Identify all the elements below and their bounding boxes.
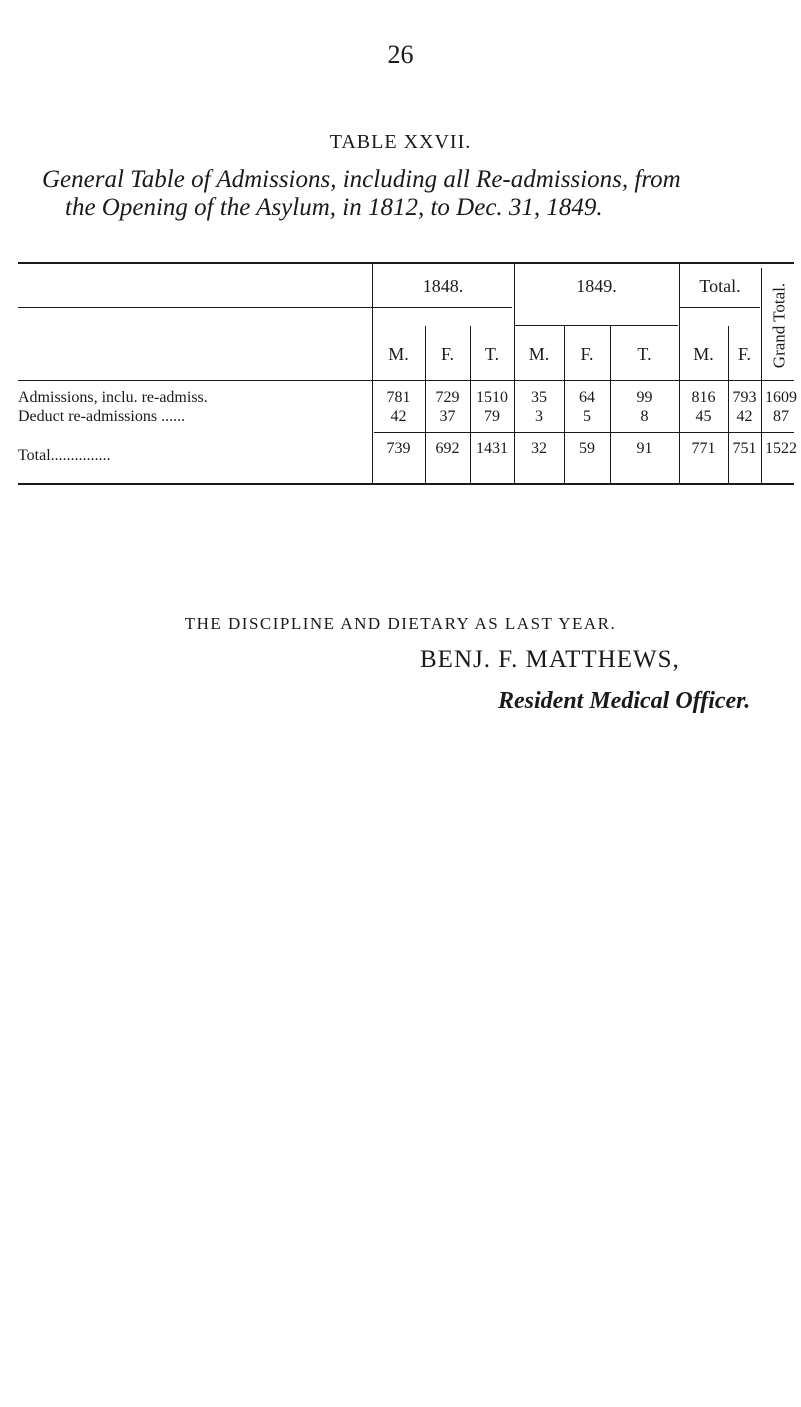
year-header-total: Total.	[699, 276, 741, 296]
table-cell: 91	[636, 440, 653, 457]
year-underline-total	[680, 307, 760, 308]
table-cell: 37	[439, 408, 456, 425]
table-cell: 1522	[765, 440, 797, 457]
total-row-rule	[374, 432, 794, 433]
subheader-1849-f: F.	[580, 344, 594, 364]
signature-title: Resident Medical Officer.	[498, 688, 751, 714]
table-cell: 3	[535, 408, 543, 425]
header-bottom-rule	[18, 380, 794, 381]
year-header-1848: 1848.	[422, 276, 464, 296]
subheader-1849-m: M.	[528, 344, 550, 364]
row-label-deduct: Deduct re-admissions ......	[18, 408, 186, 425]
subheader-1848-f: F.	[440, 344, 455, 364]
table-cell: 771	[691, 440, 716, 457]
grand-total-header	[764, 275, 794, 375]
table-cell: 692	[435, 440, 460, 457]
table-cell: 79	[484, 408, 500, 425]
table-top-rule	[18, 262, 794, 264]
table-cell: 1609	[765, 389, 797, 406]
table-cell: 64	[579, 389, 595, 406]
table-bottom-rule	[18, 483, 794, 485]
table-cell: 751	[732, 440, 757, 457]
table-cell: 35	[531, 389, 547, 406]
signature-name: BENJ. F. MATTHEWS,	[420, 646, 680, 673]
year-underline-1849	[514, 325, 678, 326]
table-title: TABLE XXVII.	[329, 131, 472, 153]
table-cell: 781	[386, 389, 411, 406]
row-label-total: Total...............	[18, 447, 111, 464]
label-header-rule	[18, 307, 372, 308]
table-cell: 45	[695, 408, 712, 425]
grand-total-label: Grand Total.	[769, 282, 789, 369]
table-cell: 87	[773, 408, 789, 425]
subheader-total-m: M.	[693, 344, 714, 364]
table-cell: 729	[435, 389, 460, 406]
subheader-1848-m: M.	[388, 344, 409, 364]
year-underline-1848	[372, 307, 512, 308]
table-cell: 739	[386, 440, 411, 457]
table-cell: 42	[736, 408, 753, 425]
subheader-total-f: F.	[737, 344, 752, 364]
subheader-1849-t: T.	[637, 344, 652, 364]
table-cell: 1431	[476, 440, 508, 457]
table-caption	[42, 166, 782, 222]
table-cell: 1510	[476, 389, 508, 406]
caption-line-2: the Opening of the Asylum, in 1812, to Dec. 31, 1849.	[65, 194, 603, 221]
row-label-admissions: Admissions, inclu. re-admiss.	[18, 389, 208, 406]
caption-line-1: General Table of Admissions, including all Re-admissions, from	[42, 166, 681, 193]
page-number: 26	[387, 40, 414, 69]
table-cell: 42	[390, 408, 407, 425]
year-header-1849: 1849.	[576, 276, 617, 296]
table-cell: 99	[636, 389, 653, 406]
table-cell: 59	[579, 440, 595, 457]
table-cell: 5	[583, 408, 591, 425]
discipline-note: THE DISCIPLINE AND DIETARY AS LAST YEAR.	[184, 614, 617, 633]
subheader-1848-t: T.	[484, 344, 500, 364]
table-cell: 32	[531, 440, 547, 457]
table-cell: 793	[732, 389, 757, 406]
table-cell: 8	[640, 408, 649, 425]
table-cell: 816	[691, 389, 716, 406]
